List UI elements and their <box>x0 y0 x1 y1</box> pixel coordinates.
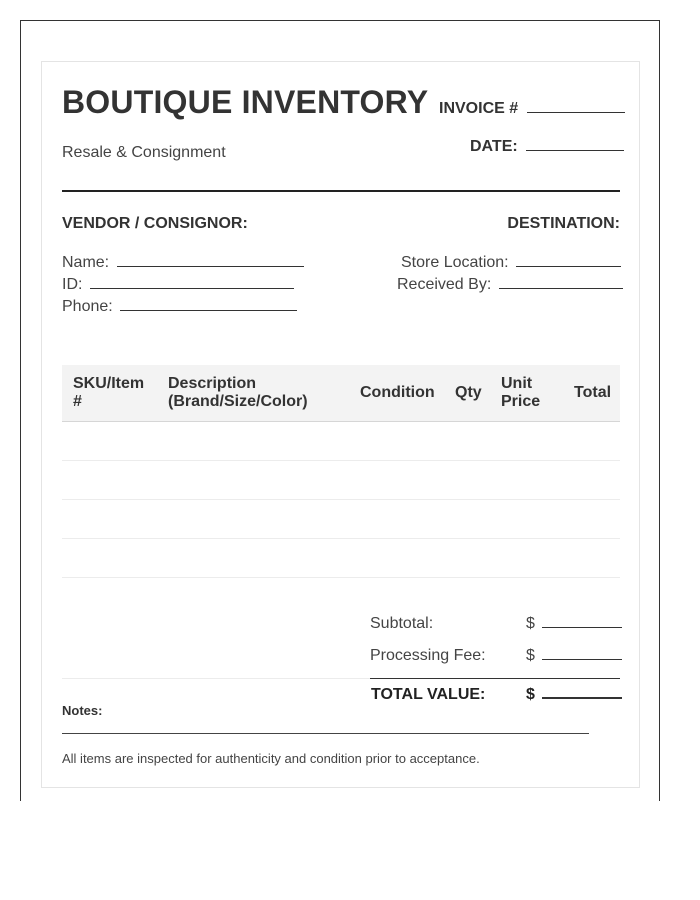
vendor-name-field <box>62 254 304 272</box>
subtotal-currency: $ <box>526 615 535 632</box>
store-location-field <box>401 254 621 272</box>
notes-label: Notes: <box>62 703 103 718</box>
processing-fee-currency: $ <box>526 647 535 664</box>
column-header-sku: SKU/Item # <box>73 375 145 410</box>
store-location-blank[interactable] <box>516 266 621 267</box>
items-table-header <box>62 365 620 422</box>
vendor-phone-label: Phone: <box>62 298 113 315</box>
date-label: DATE: <box>470 138 518 155</box>
destination-section-title: DESTINATION: <box>507 215 620 232</box>
total-value-field <box>526 686 622 704</box>
vendor-phone-field <box>62 298 297 316</box>
total-value-currency: $ <box>526 686 535 703</box>
notes-divider <box>62 678 370 679</box>
total-divider <box>370 678 620 679</box>
vendor-id-label: ID: <box>62 276 83 293</box>
column-header-condition: Condition <box>360 384 435 401</box>
header-divider <box>62 190 620 192</box>
total-value-label: TOTAL VALUE: <box>371 686 486 703</box>
invoice-field <box>439 100 625 118</box>
received-by-label: Received By: <box>397 276 492 293</box>
subtotal-label: Subtotal: <box>370 615 434 632</box>
received-by-field <box>397 276 623 294</box>
document-subtitle: Resale & Consignment <box>62 144 226 161</box>
invoice-label: INVOICE # <box>439 100 519 117</box>
column-header-qty: Qty <box>455 384 482 401</box>
table-row[interactable] <box>62 460 620 461</box>
document-title: BOUTIQUE INVENTORY <box>62 84 429 120</box>
subtotal-field <box>526 615 622 633</box>
store-location-label: Store Location: <box>401 254 509 271</box>
subtotal-blank[interactable] <box>542 627 622 628</box>
column-header-total: Total <box>574 384 612 401</box>
vendor-id-field <box>62 276 294 294</box>
table-row[interactable] <box>62 538 620 539</box>
footer-disclaimer: All items are inspected for authenticity and condition prior to acceptance. <box>62 751 480 766</box>
received-by-blank[interactable] <box>499 288 623 289</box>
invoice-number-blank[interactable] <box>527 112 625 113</box>
vendor-phone-blank[interactable] <box>120 310 297 311</box>
column-header-unit-price: Unit Price <box>501 375 541 410</box>
processing-fee-blank[interactable] <box>542 659 622 660</box>
total-value-blank[interactable] <box>542 697 622 699</box>
column-header-description: Description (Brand/Size/Color) <box>168 375 308 410</box>
processing-fee-label: Processing Fee: <box>370 647 486 664</box>
vendor-name-label: Name: <box>62 254 110 271</box>
table-row[interactable] <box>62 499 620 500</box>
table-row[interactable] <box>62 577 620 578</box>
processing-fee-field <box>526 647 622 665</box>
vendor-id-blank[interactable] <box>90 288 294 289</box>
date-field <box>470 138 624 156</box>
date-blank[interactable] <box>526 150 624 151</box>
vendor-section-title: VENDOR / CONSIGNOR: <box>62 215 248 232</box>
notes-line[interactable] <box>62 733 589 734</box>
vendor-name-blank[interactable] <box>117 266 304 267</box>
